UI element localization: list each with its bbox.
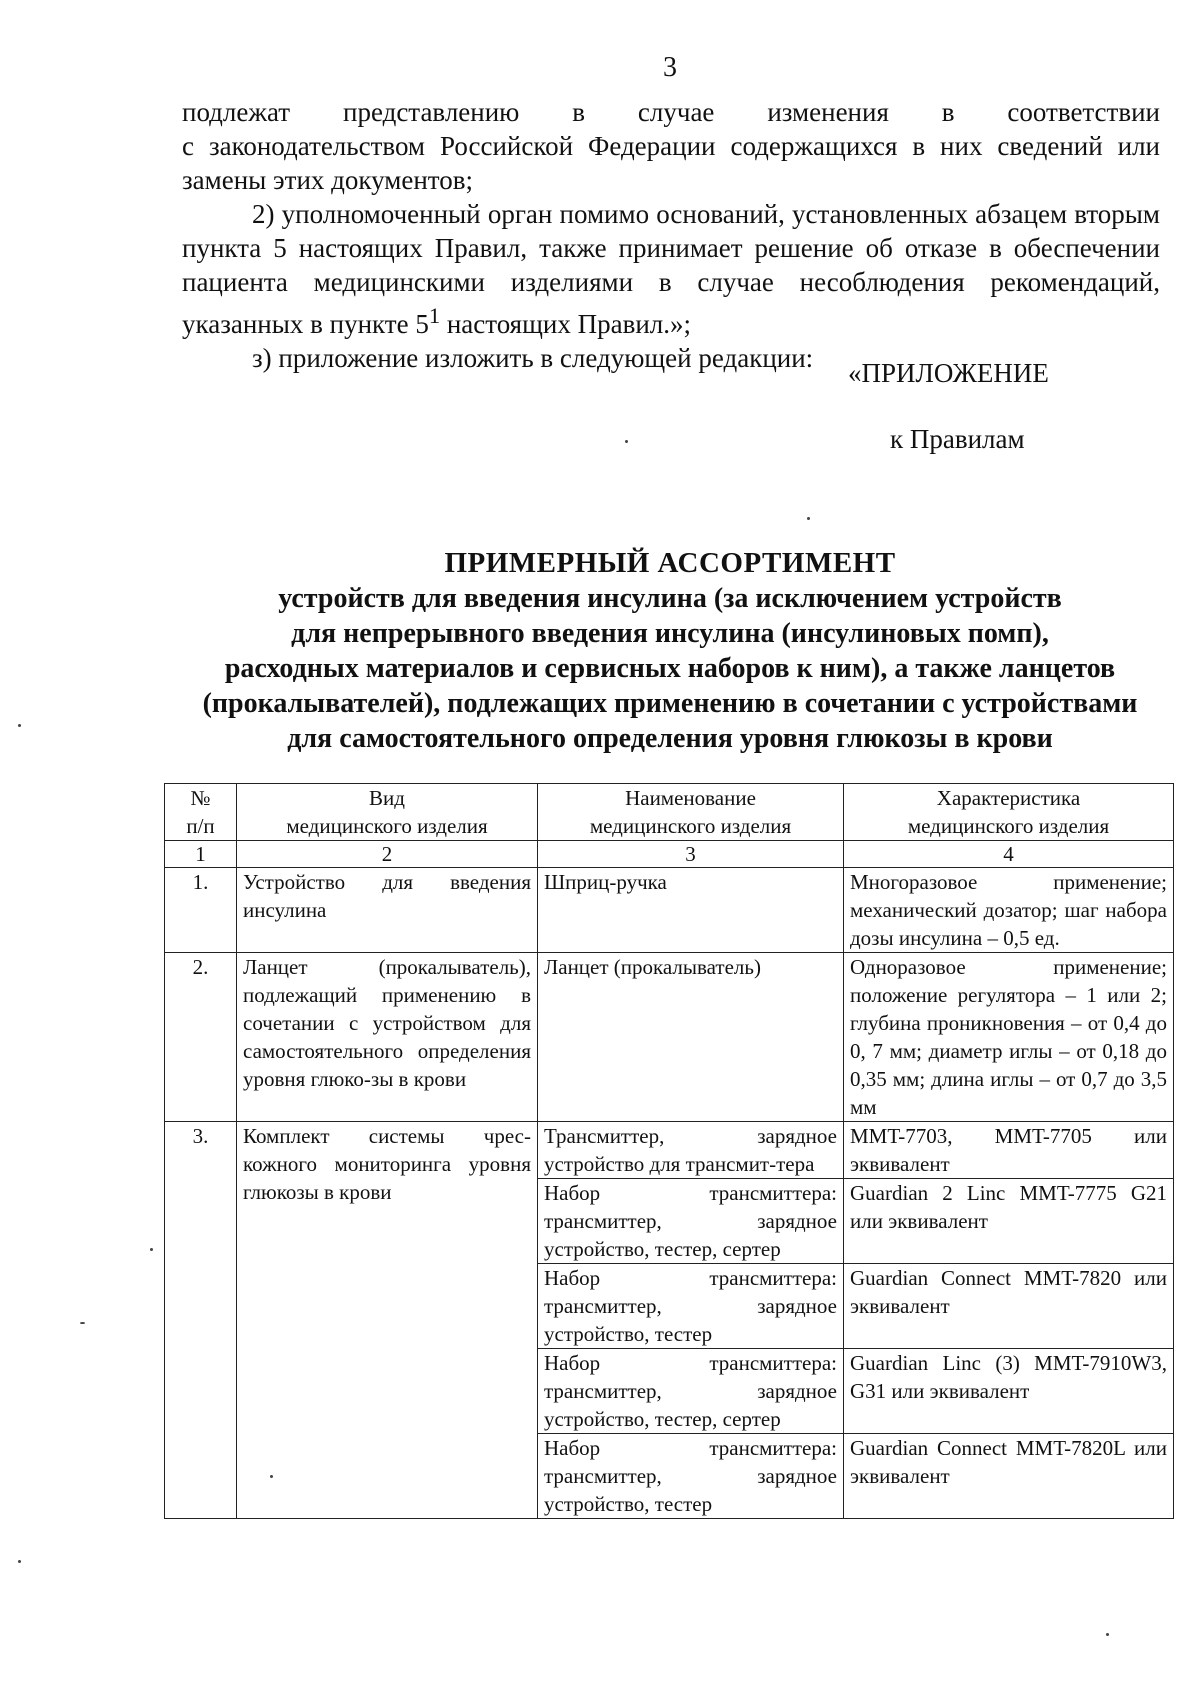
header-kind-line-1: Вид <box>369 786 405 810</box>
row-spec: Многоразовое применение; механический дозатор; шаг набора дозы инсулина – 0,5 ед. <box>844 868 1174 953</box>
row-spec: Guardian Connect MMT-7820 или эквивалент <box>844 1264 1174 1349</box>
header-name-line-1: Наименование <box>625 786 756 810</box>
document-title-line-2: для непрерывного введения инсулина (инсулиновых помп), <box>291 618 1049 649</box>
header-name-line-2: медицинского изделия <box>589 814 792 838</box>
row-kind: Устройство для введения инсулина <box>237 868 538 953</box>
column-number: 3 <box>538 841 844 868</box>
paragraph-2-superscript: 1 <box>428 303 441 328</box>
column-number: 2 <box>237 841 538 868</box>
row-number: 1. <box>165 868 237 953</box>
header-kind <box>237 784 538 841</box>
column-number-row <box>165 841 1174 868</box>
paragraph-3: з) приложение изложить в следующей редакции: <box>252 343 814 373</box>
paragraph-2 <box>182 197 1160 341</box>
document-title-line-3: расходных материалов и сервисных наборов к ним), а также ланцетов <box>224 653 1116 684</box>
row-name: Шприц-ручка <box>538 868 844 953</box>
row-kind: Ланцет (прокалыватель), подлежащий применению в сочетании с устройством для самостоятельного определения уровня глюко-зы в крови <box>237 953 538 1122</box>
row-name: Ланцет (прокалыватель) <box>538 953 844 1122</box>
header-spec-line-1: Характеристика <box>936 786 1081 810</box>
scan-speck <box>18 724 21 727</box>
header-number-line-1: № <box>190 786 211 810</box>
table-row <box>165 1122 1174 1179</box>
row-spec: MMT-7703, MMT-7705 или эквивалент <box>844 1122 1174 1179</box>
table-row <box>165 868 1174 953</box>
column-number: 1 <box>165 841 237 868</box>
table-row <box>165 953 1174 1122</box>
row-spec: Guardian 2 Linc MMT-7775 G21 или эквивалент <box>844 1179 1174 1264</box>
scan-speck <box>80 1322 85 1324</box>
scan-speck <box>18 1560 21 1563</box>
assortment-table <box>164 783 1174 1519</box>
scan-speck <box>807 517 810 520</box>
paragraph-1-line-1: подлежат представлению в случае изменения в соответствии <box>182 97 1160 127</box>
row-name: Набор трансмиттера: трансмиттер, зарядное устройство, тестер, сертер <box>538 1179 844 1264</box>
column-number: 4 <box>844 841 1174 868</box>
row-name: Набор трансмиттера: трансмиттер, зарядное устройство, тестер <box>538 1264 844 1349</box>
document-title-line-4: (прокалывателей), подлежащих применению в сочетании с устройствами <box>202 688 1138 719</box>
scan-speck <box>625 440 628 443</box>
header-number <box>165 784 237 841</box>
row-kind: Комплект системы чрес-кожного мониторинга уровня глюкозы в крови <box>237 1122 538 1519</box>
table-header-row <box>165 784 1174 841</box>
header-number-line-2: п/п <box>186 814 215 838</box>
header-spec-line-2: медицинского изделия <box>907 814 1110 838</box>
appendix-subtitle: к Правилам <box>890 424 1025 454</box>
scan-speck <box>270 1475 273 1478</box>
page-number: 3 <box>663 52 677 83</box>
row-spec: Guardian Linc (3) MMT-7910W3, G31 или эквивалент <box>844 1349 1174 1434</box>
document-title <box>150 546 1190 756</box>
header-spec <box>844 784 1174 841</box>
document-title-main: ПРИМЕРНЫЙ АССОРТИМЕНТ <box>444 547 896 579</box>
header-name <box>538 784 844 841</box>
row-name: Набор трансмиттера: трансмиттер, зарядное устройство, тестер <box>538 1434 844 1519</box>
row-number: 3. <box>165 1122 237 1519</box>
row-name: Набор трансмиттера: трансмиттер, зарядное устройство, тестер, сертер <box>538 1349 844 1434</box>
document-title-line-1: устройств для введения инсулина (за исключением устройств <box>278 583 1062 614</box>
row-name: Трансмиттер, зарядное устройство для трансмит-тера <box>538 1122 844 1179</box>
scan-speck <box>1106 1633 1109 1636</box>
body-text <box>182 95 1160 375</box>
paragraph-1-rest: с законодательством Российской Федерации содержащихся в них сведений или замены этих документов; <box>182 131 1160 195</box>
paragraph-2-tail: настоящих Правил.»; <box>440 309 691 339</box>
scan-speck <box>150 1248 153 1251</box>
paragraph-2-main: 2) уполномоченный орган помимо оснований, установленных абзацем вторым пункта 5 настоящих Правил, также принимает решение об отказе в обеспечении пациента медицинскими изделиями в случае несоблюдения рекомендаций, указанных в пункте 5 <box>182 199 1160 339</box>
row-number: 2. <box>165 953 237 1122</box>
row-spec: Guardian Connect MMT-7820L или эквивалент <box>844 1434 1174 1519</box>
header-kind-line-2: медицинского изделия <box>286 814 488 838</box>
row-spec: Одноразовое применение; положение регулятора – 1 или 2; глубина проникновения – от 0,4 до 0, 7 мм; диаметр иглы – от 0,18 до 0,35 мм; длина иглы – от 0,7 до 3,5 мм <box>844 953 1174 1122</box>
appendix-title: «ПРИЛОЖЕНИЕ <box>848 358 1049 388</box>
document-title-line-5: для самостоятельного определения уровня глюкозы в крови <box>287 723 1053 754</box>
